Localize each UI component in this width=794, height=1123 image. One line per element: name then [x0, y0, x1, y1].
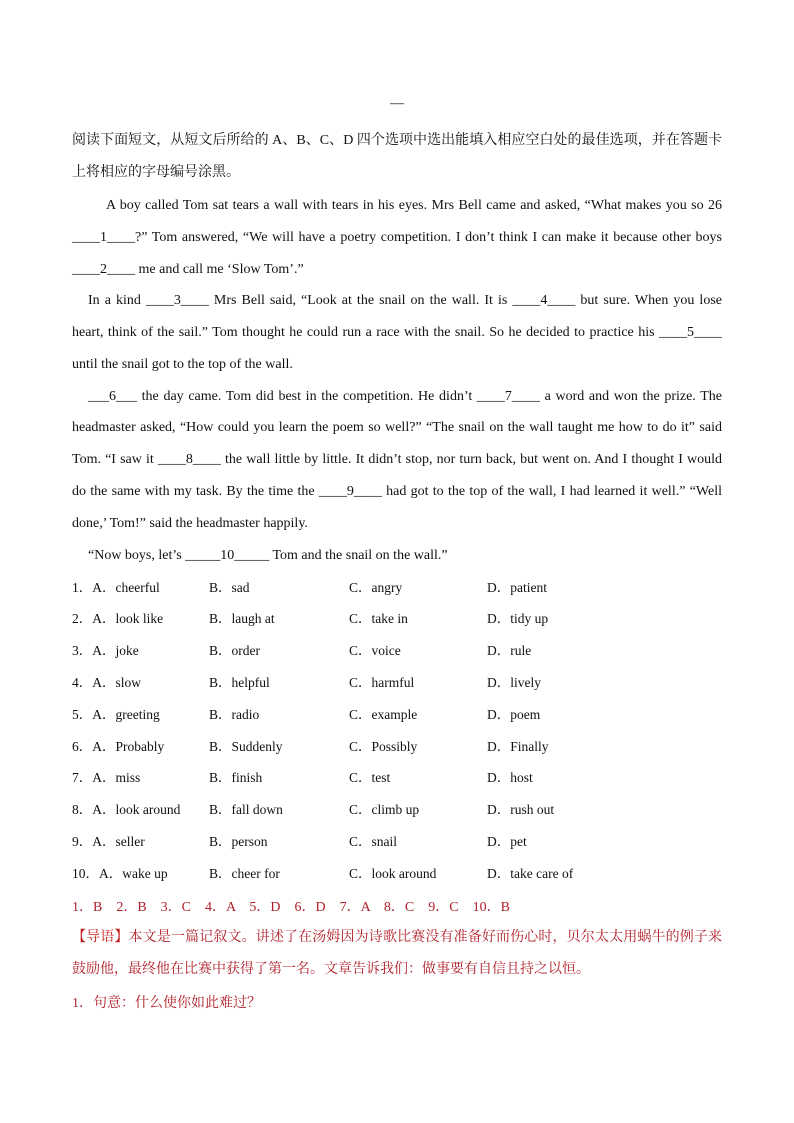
option-a: 8．A．look around — [72, 802, 181, 817]
option-c: C．test — [349, 770, 391, 785]
option-b: B．helpful — [209, 675, 270, 690]
option-c: C．angry — [349, 580, 403, 595]
question-row-10 — [72, 864, 722, 884]
option-d: D．Finally — [487, 739, 549, 754]
option-d: D．rule — [487, 643, 532, 658]
passage-line-5: heart, think of the sail.” Tom thought he could run a race with the snail. So he decided to practice his ____5____ — [72, 325, 722, 340]
option-a: 6．A．Probably — [72, 739, 165, 754]
option-c: C．voice — [349, 643, 401, 658]
question-row-5 — [72, 705, 722, 725]
option-c: C．climb up — [349, 802, 420, 817]
question-row-7 — [72, 768, 722, 788]
option-c: C．look around — [349, 866, 437, 881]
option-a: 9．A．seller — [72, 834, 145, 849]
passage-line-4: In a kind ____3____ Mrs Bell said, “Look at the snail on the wall. It is ____4____ but sure. When you lose — [88, 293, 722, 308]
option-a: 4．A．slow — [72, 675, 142, 690]
option-a: 2．A．look like — [72, 611, 164, 626]
option-d: D．tidy up — [487, 611, 549, 626]
option-c: C．example — [349, 707, 418, 722]
option-b: B．cheer for — [209, 866, 280, 881]
guide-line-2: 鼓励他，最终他在比赛中获得了第一名。文章告诉我们：做事要有自信且持之以恒。 — [72, 962, 590, 977]
option-b: B．person — [209, 834, 268, 849]
explanation-note-1: 1．句意：什么使你如此难过？ — [72, 996, 261, 1011]
instruction-line-1: 阅读下面短文，从短文后所给的 A、B、C、D 四个选项中选出能填入相应空白处的最佳选项，并在答题卡 — [72, 133, 722, 148]
option-a: 5．A．greeting — [72, 707, 160, 722]
option-d: D．pet — [487, 834, 527, 849]
option-a: 3．A．joke — [72, 643, 139, 658]
option-a: 7．A．miss — [72, 770, 141, 785]
passage-line-10: do the same with my task. By the time the ____9____ had got to the top of the wall, I had learned it well.” “Well — [72, 484, 722, 499]
option-b: B．radio — [209, 707, 260, 722]
passage-line-7: ___6___ the day came. Tom did best in the competition. He didn’t ____7____ a word and won the prize. The — [88, 389, 722, 404]
question-row-8 — [72, 800, 722, 820]
question-row-6 — [72, 737, 722, 757]
option-c: C．harmful — [349, 675, 415, 690]
passage-line-8: headmaster asked, “How could you learn the poem so well?” “The snail on the wall taught me how to do it” said — [72, 420, 722, 435]
question-row-9 — [72, 832, 722, 852]
option-b: B．fall down — [209, 802, 283, 817]
option-d: D．lively — [487, 675, 541, 690]
guide-text-1: 本文是一篇记叙文。讲述了在汤姆因为诗歌比赛没有准备好而伤心时，贝尔太太用蜗牛的例子来 — [128, 930, 723, 945]
question-row-2 — [72, 609, 722, 629]
passage-line-11: done,’ Tom!” said the headmaster happily. — [72, 516, 308, 531]
option-a: 1．A．cheerful — [72, 580, 160, 595]
option-b: B．Suddenly — [209, 739, 283, 754]
passage-line-6: until the snail got to the top of the wall. — [72, 357, 293, 372]
page-mark: — — [390, 96, 404, 111]
guide-line-1 — [72, 928, 722, 948]
passage-line-1: A boy called Tom sat tears a wall with tears in his eyes. Mrs Bell came and asked, “What makes you so 26 — [106, 198, 722, 213]
instruction-line-2: 上将相应的字母编号涂黑。 — [72, 165, 240, 180]
guide-tag: 【导语】 — [72, 930, 129, 945]
option-d: D．host — [487, 770, 533, 785]
option-d: D．poem — [487, 707, 541, 722]
option-b: B．finish — [209, 770, 263, 785]
passage-line-2: ____1____?” Tom answered, “We will have a poetry competition. I don’t think I can make it because other boys — [72, 230, 722, 245]
option-d: D．take care of — [487, 866, 574, 881]
option-b: B．order — [209, 643, 260, 658]
option-d: D．patient — [487, 580, 547, 595]
answer-key: 1．B 2．B 3．C 4．A 5．D 6．D 7．A 8．C 9．C 10．B — [72, 900, 510, 915]
option-a: 10．A．wake up — [72, 866, 168, 881]
passage-line-12: “Now boys, let’s _____10_____ Tom and the snail on the wall.” — [88, 548, 448, 563]
passage-line-3: ____2____ me and call me ‘Slow Tom’.” — [72, 262, 304, 277]
option-c: C．Possibly — [349, 739, 418, 754]
question-row-1 — [72, 578, 722, 598]
option-b: B．laugh at — [209, 611, 275, 626]
question-row-3 — [72, 641, 722, 661]
option-c: C．take in — [349, 611, 408, 626]
option-c: C．snail — [349, 834, 398, 849]
option-d: D．rush out — [487, 802, 555, 817]
question-row-4 — [72, 673, 722, 693]
passage-line-9: Tom. “I saw it ____8____ the wall little by little. It didn’t stop, nor turn back, but went on. And I thought I would — [72, 452, 722, 467]
option-b: B．sad — [209, 580, 250, 595]
